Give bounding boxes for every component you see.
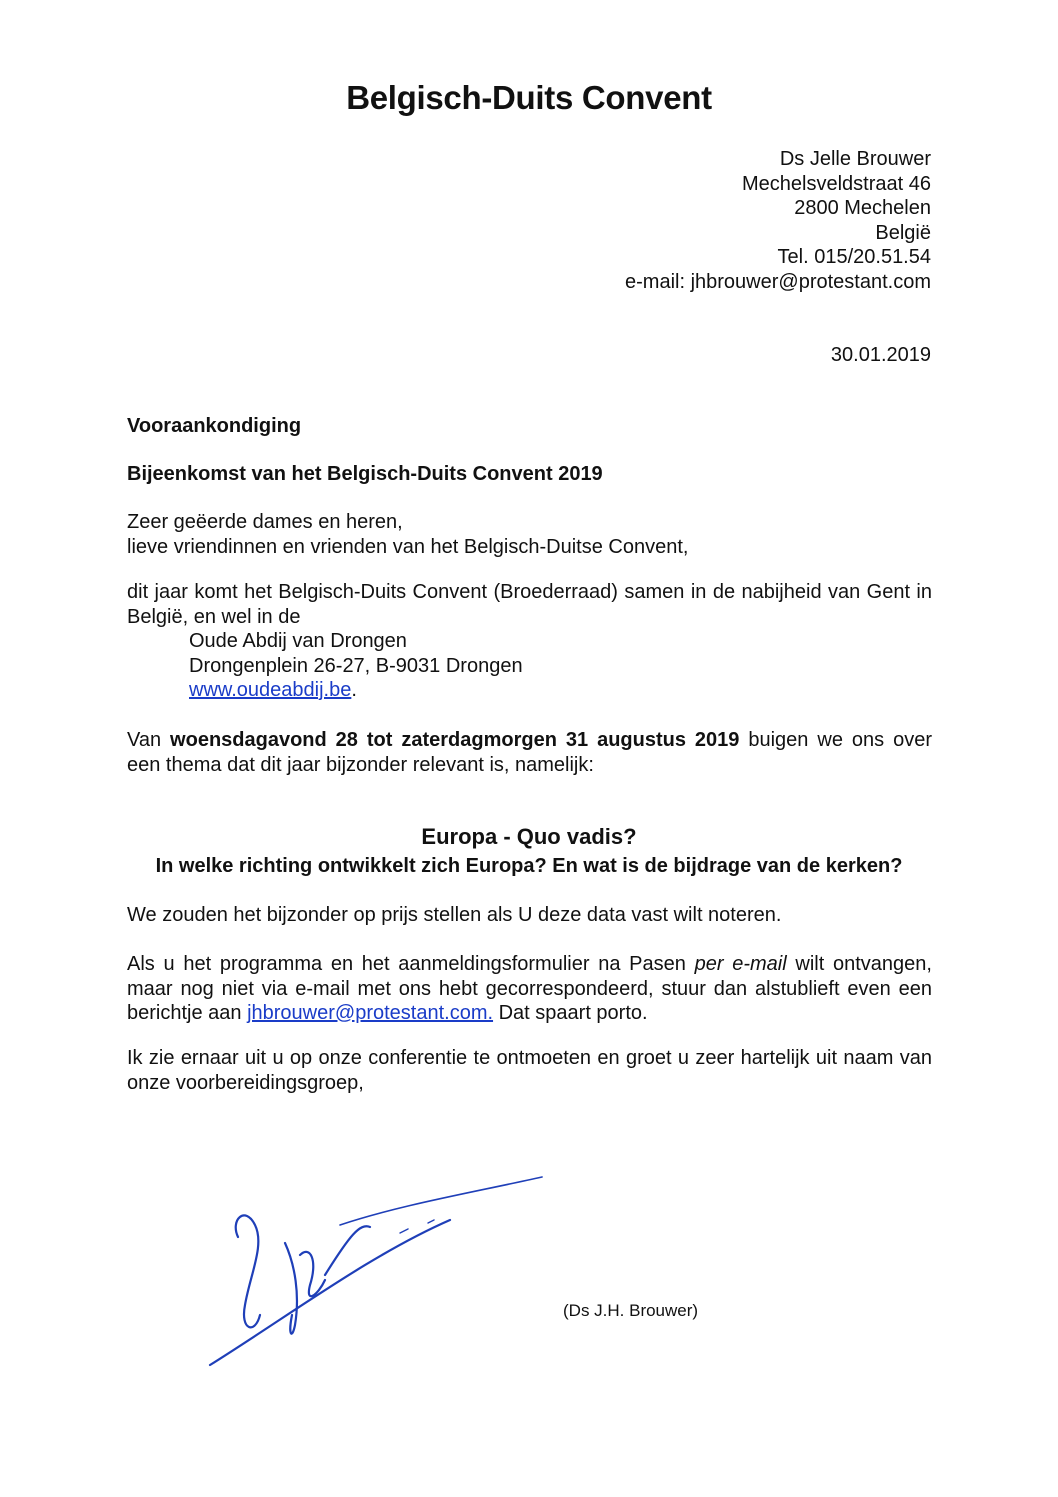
dates-text-before: Van: [127, 729, 171, 751]
sender-name: Ds Jelle Brouwer: [779, 148, 931, 170]
salutation: [127, 510, 932, 559]
dates-text-after: buigen we ons over een thema dat dit jaar bijzonder relevant is, namelijk:: [127, 729, 932, 776]
theme-subtitle: In welke richting ontwikkelt zich Europa? En wat is de bijdrage van de kerken?: [155, 855, 903, 877]
sender-country: België: [875, 221, 931, 244]
dates-paragraph: [127, 728, 932, 777]
venue-website-line: [189, 678, 994, 703]
registration-text-3: Dat spaart porto.: [493, 1002, 648, 1024]
venue-website-link[interactable]: www.oudeabdij.be: [189, 679, 352, 701]
intro-paragraph: dit jaar komt het Belgisch-Duits Convent (Broederraad) samen in de nabijheid van Gent in België, en wel in de: [127, 581, 932, 628]
salutation-line-2: lieve vriendinnen en vrienden van het Belgisch-Duitse Convent,: [127, 535, 689, 558]
handwritten-signature: [200, 1165, 550, 1375]
registration-italic: per e-mail: [694, 953, 787, 975]
registration-paragraph: [127, 952, 932, 1026]
theme-title: Europa - Quo vadis?: [421, 824, 637, 849]
salutation-line-1: Zeer geëerde dames en heren,: [127, 511, 403, 533]
signature-name: (Ds J.H. Brouwer): [563, 1301, 699, 1320]
note-paragraph: We zouden het bijzonder op prijs stellen als U deze data vast wilt noteren.: [127, 904, 782, 926]
dates-range: woensdagavond 28 tot zaterdagmorgen 31 augustus 2019: [170, 729, 740, 751]
heading-meeting: Bijeenkomst van het Belgisch-Duits Convent 2019: [127, 463, 603, 485]
registration-email-link[interactable]: jhbrouwer@protestant.com.: [247, 1002, 494, 1024]
sender-street: Mechelsveldstraat 46: [742, 172, 931, 195]
heading-announcement: Vooraankondiging: [127, 415, 302, 437]
closing-paragraph: Ik zie ernaar uit u op onze conferentie te ontmoeten en groet u zeer hartelijk uit naam van onze voorbereidingsgroep,: [127, 1047, 932, 1094]
sender-phone: Tel. 015/20.51.54: [777, 246, 931, 268]
venue-block: [127, 629, 994, 703]
registration-text-2: wilt ontvangen, maar nog niet via e-mail met ons hebt gecorrespondeerd, stuur dan alstublieft even een berichtje aan: [127, 953, 932, 1024]
letter-date: 30.01.2019: [830, 344, 931, 366]
sender-address-block: [625, 147, 931, 294]
sender-email: e-mail: jhbrouwer@protestant.com: [625, 270, 931, 293]
registration-text-1: Als u het programma en het aanmeldingsformulier na Pasen: [127, 953, 695, 975]
sender-city: 2800 Mechelen: [794, 197, 931, 219]
page-title: Belgisch-Duits Convent: [346, 79, 712, 116]
venue-name: Oude Abdij van Drongen: [189, 630, 407, 652]
venue-address: Drongenplein 26-27, B-9031 Drongen: [189, 654, 523, 677]
venue-website-suffix: .: [351, 679, 357, 701]
